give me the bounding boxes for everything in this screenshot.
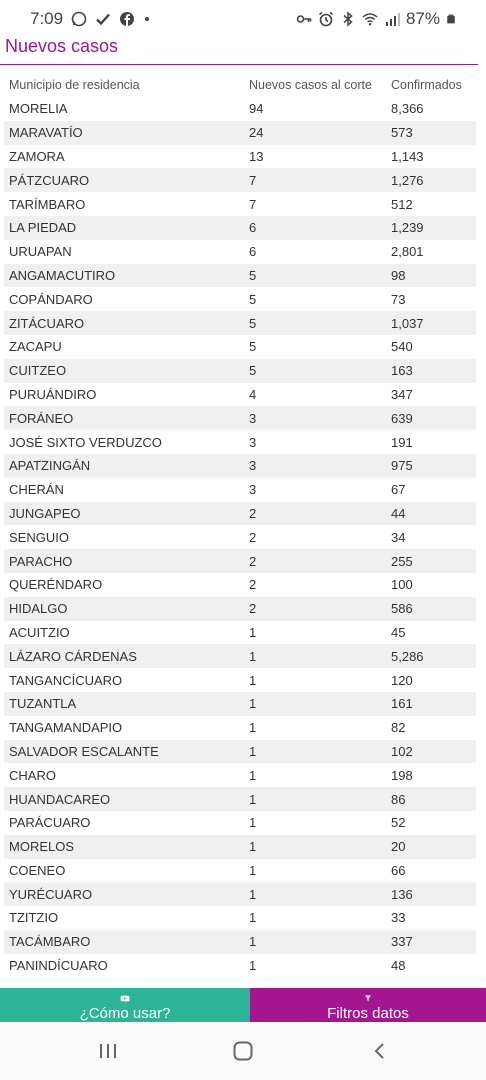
youtube-icon	[114, 995, 136, 1002]
new-cases-cell: 6	[249, 244, 257, 260]
confirmed-cell: 573	[391, 125, 413, 141]
new-cases-cell: 1	[249, 624, 257, 640]
new-cases-cell: 3	[249, 410, 257, 426]
municipio-cell: ACUITZIO	[9, 624, 70, 640]
recent-apps-icon	[98, 1041, 118, 1061]
how-to-use-button[interactable]	[0, 988, 250, 1022]
new-cases-cell: 6	[249, 220, 257, 236]
confirmed-cell: 5,286	[391, 648, 424, 664]
table-row	[4, 454, 476, 478]
municipio-cell: APATZINGÁN	[9, 458, 91, 474]
confirmed-cell: 2,801	[391, 244, 424, 260]
new-cases-cell: 1	[249, 791, 257, 807]
new-cases-cell: 1	[249, 648, 257, 664]
table-row	[4, 621, 476, 645]
page-title: Nuevos casos	[5, 36, 119, 56]
municipio-cell: COPÁNDARO	[9, 291, 93, 307]
municipio-cell: YURÉCUARO	[9, 886, 93, 902]
back-button[interactable]	[365, 1038, 395, 1064]
new-cases-cell: 1	[249, 815, 257, 831]
new-cases-cell: 5	[249, 291, 257, 307]
recent-apps-button[interactable]	[93, 1038, 123, 1064]
new-cases-cell: 2	[249, 577, 257, 593]
new-cases-cell: 1	[249, 839, 257, 855]
municipio-cell: ZITÁCUARO	[9, 315, 85, 331]
new-cases-cell: 1	[249, 720, 257, 736]
table-row	[4, 882, 476, 906]
confirmed-cell: 198	[391, 767, 413, 783]
confirmed-cell: 136	[391, 886, 413, 902]
bluetooth-icon	[340, 11, 356, 27]
table-row	[4, 597, 476, 621]
municipio-cell: SALVADOR ESCALANTE	[9, 743, 159, 759]
table-row	[4, 835, 476, 859]
table-row	[4, 145, 476, 169]
confirmed-cell: 163	[391, 363, 413, 379]
municipio-cell: PARÁCUARO	[9, 815, 91, 831]
confirmed-cell: 255	[391, 553, 413, 569]
municipio-cell: TUZANTLA	[9, 696, 77, 712]
confirmed-cell: 1,037	[391, 315, 424, 331]
alarm-icon	[318, 11, 334, 27]
new-cases-cell: 2	[249, 505, 257, 521]
municipio-cell: JUNGAPEO	[9, 505, 81, 521]
new-cases-cell: 13	[249, 148, 264, 164]
municipio-cell: CHERÁN	[9, 482, 64, 498]
new-cases-cell: 2	[249, 553, 257, 569]
municipio-cell: TACÁMBARO	[9, 934, 91, 950]
table-row	[4, 406, 476, 430]
table-row	[4, 264, 476, 288]
table-row	[4, 668, 476, 692]
table-row	[4, 644, 476, 668]
new-cases-cell: 1	[249, 696, 257, 712]
new-cases-cell: 5	[249, 363, 257, 379]
confirmed-cell: 67	[391, 482, 406, 498]
table-body	[4, 97, 476, 977]
confirmed-cell: 82	[391, 720, 406, 736]
municipio-cell: QUERÉNDARO	[9, 577, 103, 593]
confirmed-cell: 48	[391, 958, 406, 974]
table-row	[4, 168, 476, 192]
filter-data-button[interactable]	[250, 988, 486, 1022]
municipio-cell: LÁZARO CÁRDENAS	[9, 648, 137, 664]
new-cases-cell: 1	[249, 958, 257, 974]
table-row	[4, 97, 476, 121]
confirmed-cell: 98	[391, 267, 406, 283]
table-row	[4, 359, 476, 383]
cases-table	[4, 73, 476, 977]
confirmed-cell: 1,239	[391, 220, 424, 236]
municipio-cell: TZITZIO	[9, 910, 59, 926]
new-cases-cell: 2	[249, 529, 257, 545]
municipio-cell: CHARO	[9, 767, 56, 783]
municipio-cell: ZACAPU	[9, 339, 62, 355]
table-row	[4, 240, 476, 264]
confirmed-cell: 33	[391, 910, 406, 926]
table-row	[4, 525, 476, 549]
table-row	[4, 740, 476, 764]
table-row	[4, 573, 476, 597]
municipio-cell: LA PIEDAD	[9, 220, 77, 236]
municipio-cell: ANGAMACUTIRO	[9, 267, 116, 283]
new-cases-cell: 5	[249, 339, 257, 355]
table-row	[4, 787, 476, 811]
table-row	[4, 716, 476, 740]
title-divider	[0, 64, 478, 65]
table-row	[4, 335, 476, 359]
bottom-action-bar	[0, 988, 486, 1022]
municipio-cell: ZAMORA	[9, 148, 65, 164]
new-cases-cell: 1	[249, 886, 257, 902]
confirmed-cell: 20	[391, 839, 406, 855]
confirmed-cell: 540	[391, 339, 413, 355]
table-row	[4, 478, 476, 502]
table-row	[4, 692, 476, 716]
column-header-municipio[interactable]: Municipio de residencia	[9, 78, 140, 92]
system-nav-bar	[0, 1022, 486, 1080]
new-cases-cell: 24	[249, 125, 264, 141]
municipio-cell: PURUÁNDIRO	[9, 386, 97, 402]
municipio-cell: HUANDACAREO	[9, 791, 111, 807]
confirmed-cell: 34	[391, 529, 406, 545]
confirmed-cell: 1,143	[391, 148, 424, 164]
municipio-cell: TARÍMBARO	[9, 196, 86, 212]
confirmed-cell: 1,276	[391, 172, 424, 188]
confirmed-cell: 120	[391, 672, 413, 688]
new-cases-cell: 5	[249, 315, 257, 331]
municipio-cell: PANINDÍCUARO	[9, 958, 108, 974]
confirmed-cell: 8,366	[391, 101, 424, 117]
new-cases-cell: 1	[249, 743, 257, 759]
municipio-cell: MORELOS	[9, 839, 75, 855]
table-row	[4, 763, 476, 787]
key-icon	[296, 11, 312, 27]
municipio-cell: PÁTZCUARO	[9, 172, 90, 188]
confirmed-cell: 102	[391, 743, 413, 759]
confirmed-cell: 44	[391, 505, 406, 521]
table-row	[4, 549, 476, 573]
table-row	[4, 430, 476, 454]
filter-icon	[359, 995, 377, 1002]
municipio-cell: MARAVATÍO	[9, 125, 83, 141]
municipio-cell: COENEO	[9, 862, 66, 878]
column-header-confirmados[interactable]: Confirmados	[391, 78, 462, 92]
new-cases-cell: 1	[249, 862, 257, 878]
table-row	[4, 811, 476, 835]
new-cases-cell: 3	[249, 434, 257, 450]
new-cases-cell: 5	[249, 267, 257, 283]
municipio-cell: TANGAMANDAPIO	[9, 720, 123, 736]
home-icon	[232, 1040, 254, 1062]
confirmed-cell: 161	[391, 696, 413, 712]
back-icon	[370, 1041, 390, 1061]
new-cases-cell: 4	[249, 386, 257, 402]
facebook-icon	[119, 11, 135, 27]
new-cases-cell: 1	[249, 934, 257, 950]
municipio-cell: SENGUIO	[9, 529, 69, 545]
new-cases-cell: 1	[249, 672, 257, 688]
municipio-cell: URUAPAN	[9, 244, 72, 260]
whatsapp-icon	[71, 11, 87, 27]
municipio-cell: JOSÉ SIXTO VERDUZCO	[9, 434, 162, 450]
filter-data-label: Filtros datos	[327, 1005, 409, 1022]
signal-icon	[384, 11, 400, 27]
confirmed-cell: 45	[391, 624, 406, 640]
municipio-cell: CUITZEO	[9, 363, 67, 379]
table-row	[4, 216, 476, 240]
table-row	[4, 383, 476, 407]
new-cases-cell: 1	[249, 767, 257, 783]
new-cases-cell: 7	[249, 172, 257, 188]
table-row	[4, 906, 476, 930]
table-row	[4, 287, 476, 311]
new-cases-cell: 3	[249, 482, 257, 498]
new-cases-cell: 1	[249, 910, 257, 926]
table-row	[4, 859, 476, 883]
confirmed-cell: 52	[391, 815, 406, 831]
municipio-cell: MORELIA	[9, 101, 68, 117]
confirmed-cell: 100	[391, 577, 413, 593]
confirmed-cell: 586	[391, 601, 413, 617]
confirmed-cell: 337	[391, 934, 413, 950]
battery-level: 87%	[405, 9, 440, 28]
confirmed-cell: 975	[391, 458, 413, 474]
check-icon	[95, 11, 111, 27]
municipio-cell: PARACHO	[9, 553, 73, 569]
wifi-icon	[362, 11, 378, 27]
municipio-cell: HIDALGO	[9, 601, 68, 617]
table-row	[4, 930, 476, 954]
table-row	[4, 192, 476, 216]
confirmed-cell: 512	[391, 196, 413, 212]
new-cases-cell: 3	[249, 458, 257, 474]
confirmed-cell: 73	[391, 291, 406, 307]
clock: 7:09	[30, 9, 64, 28]
table-row	[4, 121, 476, 145]
confirmed-cell: 191	[391, 434, 413, 450]
municipio-cell: TANGANCÍCUARO	[9, 672, 123, 688]
home-button[interactable]	[228, 1038, 258, 1064]
table-row	[4, 311, 476, 335]
confirmed-cell: 66	[391, 862, 406, 878]
status-bar	[0, 0, 486, 36]
new-cases-cell: 2	[249, 601, 257, 617]
new-cases-cell: 7	[249, 196, 257, 212]
battery-icon	[446, 11, 456, 27]
confirmed-cell: 639	[391, 410, 413, 426]
table-row	[4, 954, 476, 978]
table-row	[4, 502, 476, 526]
table-header	[4, 73, 476, 97]
column-header-nuevos[interactable]: Nuevos casos al corte	[249, 78, 372, 92]
how-to-use-label: ¿Cómo usar?	[79, 1005, 171, 1022]
municipio-cell: FORÁNEO	[9, 410, 74, 426]
dot-icon	[143, 15, 151, 23]
new-cases-cell: 94	[249, 101, 264, 117]
confirmed-cell: 86	[391, 791, 406, 807]
confirmed-cell: 347	[391, 386, 413, 402]
